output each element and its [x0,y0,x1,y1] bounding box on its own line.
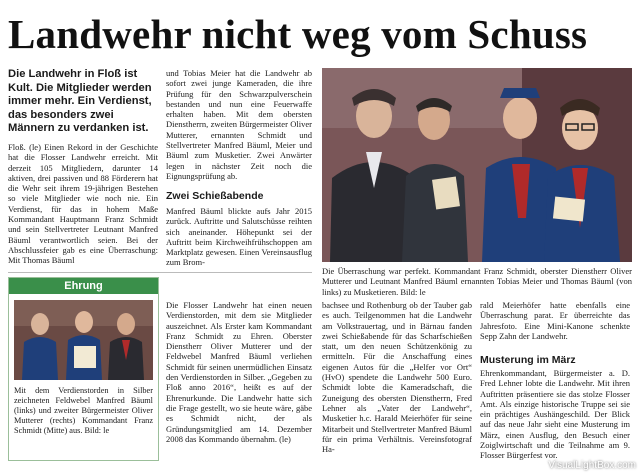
article-deck: Die Landwehr in Floß ist Kult. Die Mitglieder werden immer mehr. Ein Verdienst, das besonders zwei Männern zu verdanken ist. [8,68,152,134]
ehrung-photo-illustration [14,300,153,380]
watermark: VisualLightBox.com [548,460,636,471]
main-photo [322,68,632,262]
headline: Landwehr nicht weg vom Schuss [8,11,588,57]
main-photo-illustration [322,68,632,262]
ehrung-box [8,277,159,461]
ehrung-photo-caption: Mit dem Verdienstorden in Silber zeichneten Feldwebel Manfred Bäuml (links) und zweiter Bürgermeister Oliver Mutterer (rechts) Kommandant Franz Schmidt (Mitte) aus. Bild: le [14,386,153,435]
article-column-2b: Manfred Bäuml blickte aufs Jahr 2015 zurück. Auftritte und Salutschüsse reihten sich aneinander. Höhepunkt sei der Auftritt beim Kirchweihfrühschoppen am Marktplatz gewesen. Einen Vereinsausflug zum Brom- [166,206,312,268]
main-photo-caption: Die Überraschung war perfekt. Kommandant Franz Schmidt, oberster Dienstherr Oliver Mutterer und Leutnant Manfred Bäuml ernannten Tobias Meier und Thomas Bäuml (von links) zu Musketieren. Bild: le [322,266,632,297]
article-column-3: Die Flosser Landwehr hat einen neuen Verdienstorden, mit dem sie Mitglieder auszeichnet. Als Erster kam Kommandant Franz Schmidt zu Ehren. Oberster Dienstherr Oliver Mutterer und der Feldwebel Manfred Bäuml verliehen Schmidt für seinen unermüdlichen Einsatz den Verdienstorden in Silber. „Gegeben zu Floß anno 2016“, heißt es auf der Ehrenurkunde. Die Landwehr hatte sich die Frage gestellt, wo sie heute wäre, gäbe es Schmidt nicht, der als Gründungsmitglied am 14. Dezember 2008 das Kommando übernahm. (le) [166,300,312,444]
article-column-5b: Ehrenkommandant, Bürgermeister a. D. Fred Lehner lobte die Landwehr. Mit ihren Auftritten präsentiere sie das stolze Flosser Amt. Als einzige historische Truppe sei sie ein prächtiges Aushängeschild. Der Blick auf das neue Jahr sieht eine Musterung im März, einen Ausflug, den Besuch einer Zoiglwirtschaft und die Teilnahme am 9. Flosser Bürgerfest vor. [480,368,630,461]
article-column-5: rald Meierhöfer hatte ebenfalls eine Überraschung parat. Er überreichte das Jahresfoto. Eine Mini-Kanone schenkte Sepp Zahn der Landwehr. [480,300,630,341]
section-divider [8,272,312,273]
ehrung-photo [14,300,153,380]
article-column-4: bachsee und Rothenburg ob der Tauber gab es auch. Teilgenommen hat die Landwehr am Volkstrauertag, und in Bärnau fanden zwei Schießabende für das Scharfschießen statt, um den neuen Schützenkönig zu ermitteln. Für die Anschaffung eines eigenen Autos für die „Helfer vor Ort“ (HvO) spendete die Landwehr 500 Euro. Schmidt lobte die Kameradschaft, die Zuneigung des obersten Dienstherrn, Fred Lehner als „Vater der Landwehr“, Musketier h.c. Harald Meierhöfer für seine Mitarbeit und Stellvertreter Manfred Bäuml für ein prima Verhältnis. Vereinsfotograf Ha- [322,300,472,455]
article-column-2: und Tobias Meier hat die Landwehr ab sofort zwei junge Kameraden, die ihre Prüfung für den Schwarzpulverschein bestanden und nun eine Feuerwaffe erhalten haben. Mit dem obersten Dienstherrn, zweiten Bürgermeister Oliver Mutterer, ernannten Schmidt und Stellvertreter Manfred Bäuml, Meier und Bäuml zum Musketier. Zwei Anwärter legen in nächster Zeit noch die Eignungsprüfung ab. [166,68,312,181]
subheading-musterung: Musterung im März [480,354,576,366]
ehrung-title: Ehrung [9,278,158,294]
article-column-1: Floß. (le) Einen Rekord in der Geschichte hat die Flosser Landwehr erreicht. Mit derzeit 105 Mitgliedern, darunter 14 aktiven, drei passiven und 88 Förderern hat die Wehr seit ihrem 19-jährigen Bestehen so viele Mitglieder wie noch nie. Ein Verdienst, für das in hohem Maße Kommandant Hauptmann Franz Schmidt und sein Stellvertreter Leutnant Manfred Bäuml verantwortlich seien. Bei der Abschlussfeier gab es eine Überraschung: Mit Thomas Bäuml [8,142,158,266]
subheading-schiessabende: Zwei Schießabende [166,190,264,202]
